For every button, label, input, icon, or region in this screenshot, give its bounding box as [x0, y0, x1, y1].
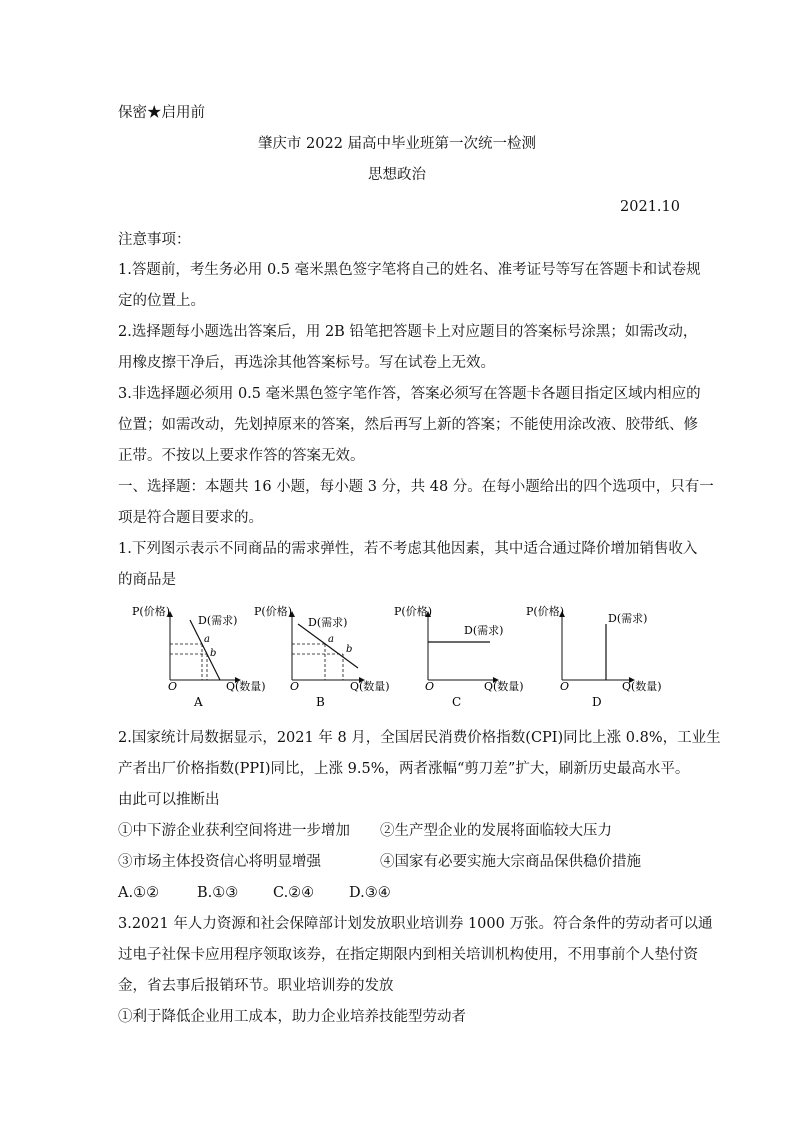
question-1-line-2: 的商品是 — [118, 572, 176, 588]
notes-heading: 注意事项： — [118, 232, 191, 248]
demand-graphs — [118, 600, 678, 712]
graph-c-caption: C — [452, 695, 462, 709]
question-2-statement-1: ①中下游企业获利空间将进一步增加 — [118, 823, 350, 839]
question-3-line-3: 金，省去事后报销环节。职业培训券的发放 — [118, 978, 394, 994]
graph-c-origin: O — [425, 680, 435, 693]
graph-c — [394, 604, 524, 709]
option-a[interactable]: A.①② — [118, 885, 160, 901]
exam-date: 2021.10 — [620, 199, 680, 215]
graph-d-y-label: P(价格) — [526, 605, 564, 618]
question-2-line-3: 由此可以推断出 — [118, 792, 220, 808]
subject-title: 思想政治 — [368, 167, 426, 183]
graph-b-curve-label: D(需求) — [308, 616, 348, 629]
question-2-line-1: 2.国家统计局数据显示，2021 年 8 月，全国居民消费价格指数(CPI)同比上涨 0.8%，工业生 — [118, 730, 721, 746]
graph-a-y-label: P(价格) — [132, 605, 170, 618]
graph-b-point-b: b — [346, 644, 353, 655]
graph-a-origin: O — [168, 680, 178, 693]
graph-d — [526, 604, 662, 709]
question-2-line-2: 产者出厂价格指数(PPI)同比，上涨 9.5%，两者涨幅“剪刀差”扩大，刷新历史最高水平。 — [118, 761, 690, 777]
demand-graphs-svg — [118, 600, 678, 712]
question-3-statement-1: ①利于降低企业用工成本，助力企业培养技能型劳动者 — [118, 1009, 466, 1025]
note-3-line-2: 位置；如需改动，先划掉原来的答案，然后再写上新的答案；不能使用涂改液、胶带纸、修 — [118, 417, 698, 433]
note-3-line-1: 3.非选择题必须用 0.5 毫米黑色签字笔作答，答案必须写在答题卡各题目指定区域内相应的 — [118, 386, 701, 402]
option-b[interactable]: B.①③ — [197, 885, 239, 901]
section-1-line-1: 一、选择题：本题共 16 小题，每小题 3 分，共 48 分。在每小题给出的四个选项中，只有一 — [118, 479, 714, 495]
graph-c-curve-label: D(需求) — [464, 624, 504, 637]
note-2-line-2: 用橡皮擦干净后，再选涂其他答案标号。写在试卷上无效。 — [118, 355, 495, 371]
question-2-statement-4: ④国家有必要实施大宗商品保供稳价措施 — [380, 854, 641, 870]
graph-b-caption: B — [316, 695, 325, 709]
option-d[interactable]: D.③④ — [349, 885, 391, 901]
section-1-line-2: 项是符合题目要求的。 — [118, 510, 263, 526]
graph-a-caption: A — [194, 695, 203, 709]
question-3-line-2: 过电子社保卡应用程序领取该券，在指定期限内到相关培训机构使用，不用事前个人垫付资 — [118, 947, 698, 963]
graph-d-x-label: Q(数量) — [622, 680, 662, 693]
confidential-label: 保密★启用前 — [118, 105, 205, 121]
graph-a-x-label: Q(数量) — [226, 680, 266, 693]
graph-b-x-label: Q(数量) — [350, 680, 390, 693]
graph-a-point-b: b — [210, 648, 217, 659]
note-3-line-3: 正带。不按以上要求作答的答案无效。 — [118, 448, 365, 464]
graph-b — [254, 604, 390, 709]
note-1-line-2: 定的位置上。 — [118, 293, 205, 309]
graph-d-curve-label: D(需求) — [608, 612, 648, 625]
question-3-line-1: 3.2021 年人力资源和社会保障部计划发放职业培训券 1000 万张。符合条件的劳动者可以通 — [118, 916, 713, 932]
note-1-line-1: 1.答题前，考生务必用 0.5 毫米黑色签字笔将自己的姓名、准考证号等写在答题卡和试卷规 — [118, 262, 701, 278]
question-2-options — [118, 883, 391, 903]
question-2-statement-2: ②生产型企业的发展将面临较大压力 — [380, 823, 612, 839]
note-2-line-1: 2.选择题每小题选出答案后，用 2B 铅笔把答题卡上对应题目的答案标号涂黑；如需改动， — [118, 324, 698, 340]
graph-a-point-a: a — [204, 634, 210, 645]
graph-b-point-a: a — [328, 634, 334, 645]
graph-a — [132, 604, 266, 709]
question-1-line-1: 1.下列图示表示不同商品的需求弹性，若不考虑其他因素，其中适合通过降价增加销售收入 — [118, 541, 698, 557]
graph-b-origin: O — [290, 680, 300, 693]
graph-c-y-label: P(价格) — [394, 605, 432, 618]
graph-c-x-label: Q(数量) — [484, 680, 524, 693]
graph-d-origin: O — [560, 680, 570, 693]
graph-d-caption: D — [592, 695, 602, 709]
question-2-statement-3: ③市场主体投资信心将明显增强 — [118, 854, 321, 870]
option-c[interactable]: C.②④ — [273, 885, 315, 901]
graph-a-curve-label: D(需求) — [198, 614, 238, 627]
graph-b-y-label: P(价格) — [254, 605, 292, 618]
exam-title: 肇庆市 2022 届高中毕业班第一次统一检测 — [257, 136, 537, 152]
